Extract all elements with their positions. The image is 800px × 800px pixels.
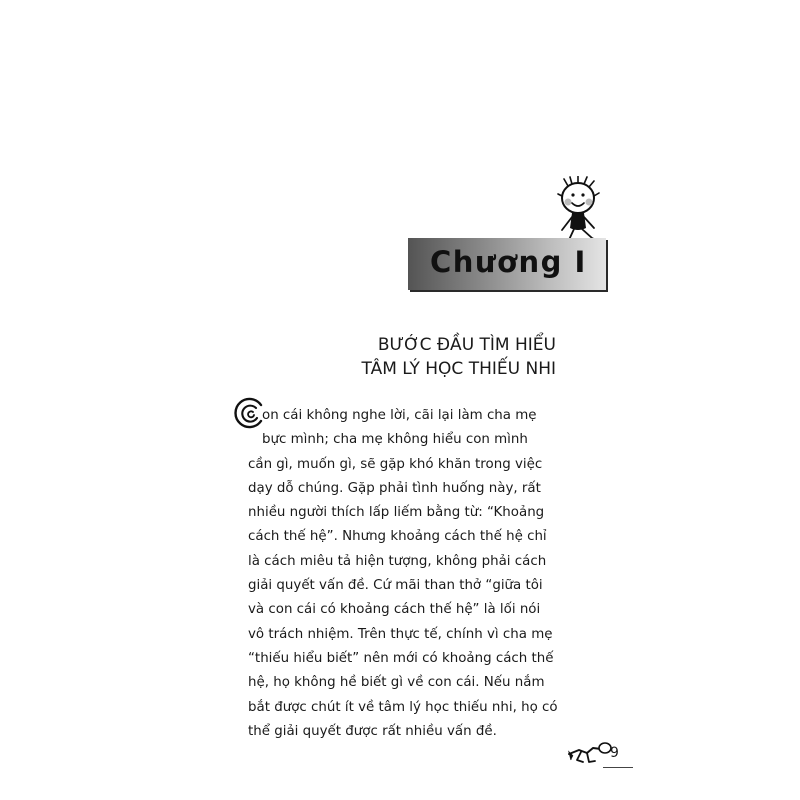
text-line: vô trách nhiệm. Trên thực tế, chính vì cha mẹ [248, 626, 553, 642]
chapter-banner [408, 238, 606, 290]
text-line: cách thế hệ”. Nhưng khoảng cách thế hệ chỉ [248, 529, 547, 545]
text-line: on cái không nghe lời, cãi lại làm cha mẹ [262, 408, 537, 423]
text-line: nhiều người thích lấp liếm bằng từ: “Khoảng [248, 505, 545, 521]
chapter-title: Chương I [430, 245, 587, 279]
text-line: “thiếu hiểu biết” nên mới có khoảng cách thế [248, 650, 554, 666]
chapter-subtitle [300, 333, 556, 381]
subtitle-line: TÂM LÝ HỌC THIẾU NHI [361, 359, 556, 379]
subtitle-line: BƯỚC ĐẦU TÌM HIỂU [377, 335, 556, 355]
body-paragraph [248, 404, 568, 744]
footer-rule [603, 767, 633, 768]
text-line: bắt được chút ít về tâm lý học thiếu nhi, họ có [248, 699, 558, 715]
text-line: cần gì, muốn gì, sẽ gặp khó khăn trong việc [248, 456, 543, 472]
text-line: dạy dỗ chúng. Gặp phải tình huống này, rất [248, 480, 541, 496]
text-line: bực mình; cha mẹ không hiểu con mình [262, 432, 528, 448]
text-line: và con cái có khoảng cách thế hệ” là lối nói [248, 602, 541, 618]
text-line: hệ, họ không hề biết gì về con cái. Nếu nắm [248, 675, 545, 691]
text-line: thể giải quyết được rất nhiều vấn đề. [248, 723, 497, 739]
running-figure-icon [567, 740, 615, 768]
text-line: là cách miêu tả hiện tượng, không phải cách [248, 553, 547, 569]
text-line: giải quyết vấn đề. Cứ mãi than thở “giữa tôi [248, 578, 543, 594]
page-number: 9 [610, 745, 619, 761]
